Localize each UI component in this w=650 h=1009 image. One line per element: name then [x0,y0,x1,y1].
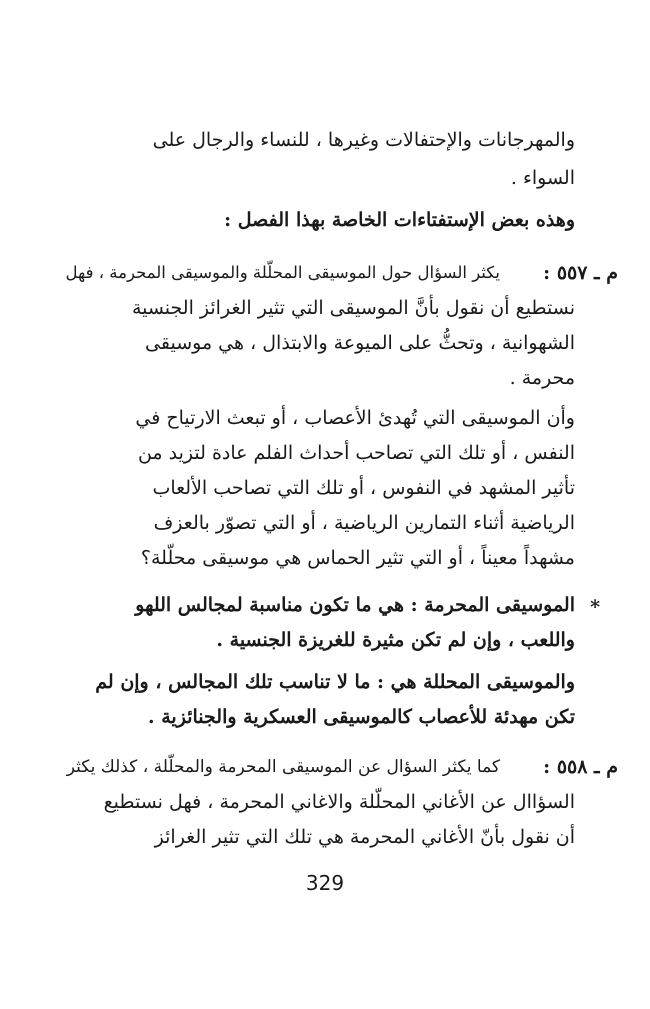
answer-forbidden-line-2: واللعب ، وإن لم تكن مثيرة للغريزة الجنسية . [216,629,575,651]
question-558-line-3: أن نقول بأنّ الأغاني المحرمة هي تلك التي تثير الغرائز [154,826,575,848]
question-557-line-2: نستطيع أن نقول بأنَّ الموسيقى التي تثير الغرائز الجنسية [131,297,575,319]
answer-forbidden-line-1: الموسيقى المحرمة : هي ما تكون مناسبة لمجالس اللهو [135,594,575,616]
answer-permitted-line-1: والموسيقى المحللة هي : ما لا تناسب تلك المجالس ، وإن لم [95,671,575,693]
question-557-line-4: محرمة . [509,367,575,389]
paragraph-2-line-2: النفس ، أو تلك التي تصاحب أحداث الفلم عادة لتزيد من [137,442,575,464]
question-558-marker: م ـ ٥٥٨ : [543,756,618,778]
question-557-line-3: الشهوانية ، وتحثُّ على الميوعة والابتذال ، هي موسيقى [145,332,575,354]
answer-star-marker: * [590,596,600,618]
intro-line-2: السواء . [510,167,575,189]
question-557-line-1: يكثر السؤال حول الموسيقى المحلّلة والموسيقى المحرمة ، فهل [65,263,500,282]
intro-line-1: والمهرجانات والإحتفالات وغيرها ، للنساء والرجال على [152,129,575,151]
section-heading: وهذه بعض الإستفتاءات الخاصة بهذا الفصل : [224,209,575,231]
question-558-line-1: كما يكثر السؤال عن الموسيقى المحرمة والمحلّلة ، كذلك يكثر [66,757,500,777]
paragraph-2-line-4: الرياضية أثناء التمارين الرياضية ، أو التي تصوّر بالعزف [153,512,575,534]
question-558-line-2: السؤاال عن الأغاني المحلّلة والاغاني المحرمة ، فهل نستطيع [103,791,575,813]
paragraph-2-line-5: مشهداً معيناً ، أو التي تثير الحماس هي موسيقى محلّلة؟ [140,547,575,569]
answer-permitted-line-2: تكن مهدئة للأعصاب كالموسيقى العسكرية والجنائزية . [148,706,575,728]
page-number: 329 [305,871,345,895]
question-557-marker: م ـ ٥٥٧ : [543,262,618,284]
paragraph-2-line-1: وأن الموسيقى التي تُهدئ الأعصاب ، أو تبعث الارتياح في [135,407,575,429]
paragraph-2-line-3: تأثير المشهد في النفوس ، أو تلك التي تصاحب الألعاب [152,477,575,499]
